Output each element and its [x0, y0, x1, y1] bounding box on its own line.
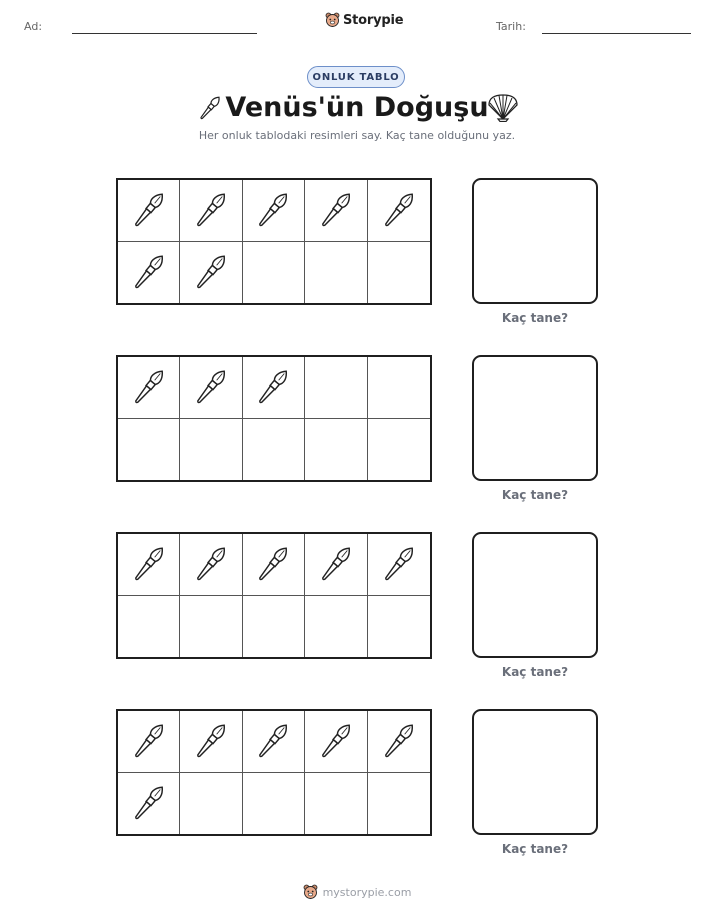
seashell-icon [486, 92, 520, 122]
paintbrush-icon [127, 719, 171, 763]
ten-frame-cell [243, 419, 305, 481]
name-label: Ad: [24, 20, 43, 33]
ten-frame-cell [243, 357, 305, 419]
ten-frame-cell [118, 711, 180, 773]
ten-frame-1 [116, 178, 432, 305]
paintbrush-icon [251, 188, 295, 232]
ten-frame-cell [243, 711, 305, 773]
ten-frame-cell [368, 180, 430, 242]
footer-url: mystorypie.com [322, 885, 412, 899]
ten-frame-cell [305, 711, 367, 773]
ten-frame-cell [368, 596, 430, 658]
ten-frame-cell [118, 357, 180, 419]
ten-frame-cell [118, 419, 180, 481]
ten-frame-cell [180, 357, 242, 419]
ten-frame-cell [180, 711, 242, 773]
ten-frame-cell [118, 534, 180, 596]
ten-frame-cell [180, 534, 242, 596]
answer-box-2[interactable] [472, 355, 598, 481]
ten-frame-cell [118, 596, 180, 658]
ten-frame-cell [118, 180, 180, 242]
date-label: Tarih: [496, 20, 526, 33]
ten-frame-cell [180, 773, 242, 835]
answer-label: Kaç tane? [501, 311, 569, 325]
paintbrush-icon [127, 781, 171, 825]
ten-frame-cell [305, 357, 367, 419]
answer-box-1[interactable] [472, 178, 598, 304]
ten-frame-cell [180, 419, 242, 481]
paintbrush-icon [251, 365, 295, 409]
ten-frame-cell [180, 242, 242, 304]
ten-frame-cell [368, 357, 430, 419]
ten-frame-cell [305, 242, 367, 304]
paintbrush-icon [127, 250, 171, 294]
ten-frame-cell [368, 711, 430, 773]
paintbrush-icon [189, 542, 233, 586]
title-row [0, 88, 714, 130]
paintbrush-icon [127, 188, 171, 232]
ten-frame-cell [305, 773, 367, 835]
paintbrush-icon [377, 188, 421, 232]
paintbrush-icon [189, 365, 233, 409]
page-title: Venüs'ün Doğuşu [225, 92, 489, 123]
ten-frame-cell [305, 180, 367, 242]
brand-name: Storypie [343, 12, 404, 28]
paintbrush-icon [251, 719, 295, 763]
storypie-bear-logo-icon [303, 884, 318, 900]
ten-frame-cell [118, 242, 180, 304]
ten-frame-4 [116, 709, 432, 836]
footer [0, 884, 714, 900]
worksheet-type-badge: ONLUK TABLO [307, 66, 405, 88]
ten-frame-cell [243, 773, 305, 835]
paintbrush-icon [377, 719, 421, 763]
answer-box-3[interactable] [472, 532, 598, 658]
paintbrush-icon [189, 719, 233, 763]
paintbrush-icon [189, 250, 233, 294]
paintbrush-icon [314, 542, 358, 586]
ten-frame-2 [116, 355, 432, 482]
ten-frame-cell [368, 242, 430, 304]
paintbrush-icon [127, 542, 171, 586]
brand-logo [325, 12, 403, 28]
answer-label: Kaç tane? [501, 488, 569, 502]
answer-box-4[interactable] [472, 709, 598, 835]
ten-frame-cell [368, 773, 430, 835]
ten-frame-cell [243, 596, 305, 658]
storypie-bear-logo-icon [325, 12, 340, 28]
ten-frame-cell [243, 534, 305, 596]
ten-frame-cell [368, 419, 430, 481]
name-line[interactable] [72, 33, 257, 34]
ten-frame-cell [305, 596, 367, 658]
ten-frame-cell [243, 242, 305, 304]
paintbrush-icon [189, 188, 233, 232]
paintbrush-icon [251, 542, 295, 586]
paintbrush-icon [314, 188, 358, 232]
answer-label: Kaç tane? [501, 665, 569, 679]
paintbrush-icon [377, 542, 421, 586]
ten-frame-cell [180, 596, 242, 658]
instructions: Her onluk tablodaki resimleri say. Kaç tane olduğunu yaz. [198, 129, 516, 142]
paintbrush-icon [127, 365, 171, 409]
ten-frame-cell [368, 534, 430, 596]
ten-frame-cell [305, 419, 367, 481]
ten-frame-cell [118, 773, 180, 835]
answer-label: Kaç tane? [501, 842, 569, 856]
ten-frame-3 [116, 532, 432, 659]
ten-frame-cell [180, 180, 242, 242]
paintbrush-icon [314, 719, 358, 763]
ten-frame-cell [243, 180, 305, 242]
date-line[interactable] [542, 33, 691, 34]
ten-frame-cell [305, 534, 367, 596]
